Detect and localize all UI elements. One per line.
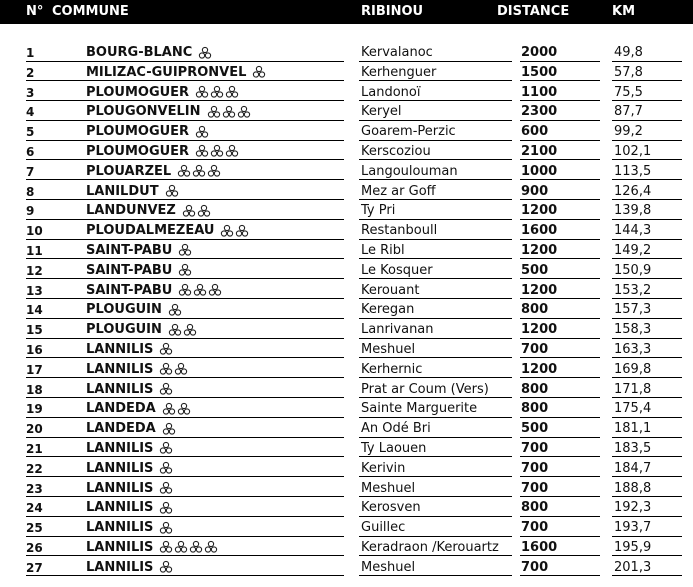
commune-cell — [86, 382, 173, 397]
distance-cell: 700 — [521, 520, 549, 536]
commune-name: PLOUGUIN — [86, 322, 162, 338]
distance-cell: 700 — [521, 480, 549, 496]
triskel-icon — [183, 323, 197, 337]
distance-cell: 1600 — [521, 223, 558, 239]
triskel-icon — [225, 144, 239, 158]
commune-name: LANNILIS — [86, 460, 154, 476]
row-underline — [26, 575, 344, 576]
triskel-icon — [207, 105, 221, 119]
triskel-icon — [195, 144, 209, 158]
table-row — [0, 299, 693, 319]
ribinou-cell: Le Ribl — [361, 242, 405, 258]
triskel-icon — [220, 224, 234, 238]
commune-name: LANNILIS — [86, 440, 154, 456]
ribinou-cell: Keradraon /Kerouartz — [361, 539, 499, 555]
ribinou-cell: Meshuel — [361, 480, 416, 496]
commune-name: PLOUMOGUER — [86, 143, 190, 159]
ribinou-cell: Kerivin — [361, 460, 406, 476]
ribinou-cell: An Odé Bri — [361, 421, 431, 437]
triskel-icon — [177, 402, 191, 416]
ribinou-cell: Kerscoziou — [361, 143, 431, 159]
ribinou-cell: Meshuel — [361, 559, 416, 575]
row-number: 8 — [26, 184, 35, 199]
km-cell: 163,3 — [614, 341, 652, 357]
triskel-icon — [189, 540, 203, 554]
km-cell: 171,8 — [614, 381, 652, 397]
difficulty-rating — [220, 224, 249, 238]
ribinou-cell: Keryel — [361, 104, 402, 120]
ribinou-cell: Ty Laouen — [361, 440, 427, 456]
commune-name: LANNILIS — [86, 341, 154, 357]
distance-cell: 800 — [521, 401, 549, 417]
distance-cell: 900 — [521, 183, 549, 199]
table-row — [0, 438, 693, 458]
triskel-icon — [159, 481, 173, 495]
row-number: 25 — [26, 521, 43, 536]
ribinou-cell: Ty Pri — [361, 203, 396, 219]
difficulty-rating — [252, 65, 266, 79]
commune-name: LANILDUT — [86, 183, 159, 199]
table-row — [0, 478, 693, 498]
header-km: KM — [612, 4, 636, 19]
commune-name: LANNILIS — [86, 480, 154, 496]
table-row — [0, 101, 693, 121]
km-cell: 144,3 — [614, 223, 652, 239]
triskel-icon — [225, 85, 239, 99]
distance-cell: 800 — [521, 500, 549, 516]
distance-cell: 800 — [521, 381, 549, 397]
commune-cell — [86, 500, 173, 515]
distance-cell: 500 — [521, 421, 549, 437]
difficulty-rating — [159, 521, 173, 535]
difficulty-rating — [159, 382, 173, 396]
row-number: 12 — [26, 263, 43, 278]
km-cell: 102,1 — [614, 143, 652, 159]
commune-name: PLOUGONVELIN — [86, 104, 201, 120]
distance-cell: 800 — [521, 302, 549, 318]
table-row — [0, 280, 693, 300]
km-cell: 87,7 — [614, 104, 643, 120]
row-number: 7 — [26, 164, 35, 179]
commune-name: LANDUNVEZ — [86, 203, 176, 219]
distance-cell: 500 — [521, 262, 549, 278]
distance-cell: 1200 — [521, 322, 558, 338]
table-row — [0, 418, 693, 438]
row-number: 11 — [26, 243, 43, 258]
difficulty-rating — [159, 481, 173, 495]
distance-cell: 700 — [521, 341, 549, 357]
commune-cell — [86, 520, 173, 535]
ribinou-cell: Goarem-Perzic — [361, 124, 456, 140]
row-number: 22 — [26, 461, 43, 476]
table-row — [0, 240, 693, 260]
row-number: 19 — [26, 402, 43, 417]
commune-name: LANNILIS — [86, 500, 154, 516]
row-number: 18 — [26, 382, 43, 397]
distance-cell: 1100 — [521, 84, 558, 100]
difficulty-rating — [159, 540, 218, 554]
difficulty-rating — [162, 422, 176, 436]
km-cell: 183,5 — [614, 440, 652, 456]
table-row — [0, 260, 693, 280]
commune-name: SAINT-PABU — [86, 282, 173, 298]
difficulty-rating — [159, 441, 173, 455]
triskel-icon — [192, 164, 206, 178]
triskel-icon — [162, 422, 176, 436]
km-cell: 169,8 — [614, 361, 652, 377]
difficulty-rating — [159, 461, 173, 475]
difficulty-rating — [207, 105, 251, 119]
ribinou-cell: Kerosven — [361, 500, 421, 516]
distance-cell: 1000 — [521, 163, 558, 179]
table-row — [0, 220, 693, 240]
difficulty-rating — [178, 283, 222, 297]
header-ribinou: RIBINOU — [361, 4, 424, 19]
ribinou-cell: Kerhenguer — [361, 64, 437, 80]
table-row — [0, 398, 693, 418]
difficulty-rating — [195, 144, 239, 158]
table-row — [0, 458, 693, 478]
distance-cell: 2000 — [521, 45, 558, 60]
triskel-icon — [237, 105, 251, 119]
table-row — [0, 359, 693, 379]
table-header — [0, 0, 693, 24]
km-cell: 75,5 — [614, 84, 643, 100]
row-number: 16 — [26, 342, 43, 357]
commune-name: LANDEDA — [86, 421, 156, 437]
commune-name: PLOUGUIN — [86, 302, 162, 318]
commune-cell — [86, 263, 192, 278]
km-cell: 126,4 — [614, 183, 652, 199]
commune-cell — [86, 124, 209, 139]
commune-name: SAINT-PABU — [86, 262, 173, 278]
commune-cell — [86, 322, 197, 337]
commune-cell — [86, 203, 211, 218]
distance-cell: 1600 — [521, 539, 558, 555]
row-number: 10 — [26, 224, 43, 239]
commune-cell — [86, 461, 173, 476]
commune-name: LANNILIS — [86, 559, 154, 575]
km-cell: 193,7 — [614, 520, 652, 536]
triskel-icon — [182, 204, 196, 218]
table-row — [0, 82, 693, 102]
triskel-icon — [222, 105, 236, 119]
row-number: 27 — [26, 560, 43, 575]
triskel-icon — [177, 164, 191, 178]
table-row — [0, 537, 693, 557]
row-number: 5 — [26, 125, 35, 140]
ribinou-cell: Prat ar Coum (Vers) — [361, 381, 489, 397]
table-body — [0, 42, 693, 577]
triskel-icon — [159, 560, 173, 574]
row-number: 9 — [26, 204, 35, 219]
triskel-icon — [207, 164, 221, 178]
km-cell: 158,3 — [614, 322, 652, 338]
table-row — [0, 62, 693, 82]
km-cell: 57,8 — [614, 64, 643, 80]
triskel-icon — [159, 382, 173, 396]
difficulty-rating — [195, 85, 239, 99]
difficulty-rating — [178, 243, 192, 257]
table-row — [0, 161, 693, 181]
commune-cell — [86, 283, 222, 298]
triskel-icon — [252, 65, 266, 79]
commune-cell — [86, 481, 173, 496]
difficulty-rating — [162, 402, 191, 416]
distance-cell: 2100 — [521, 143, 558, 159]
distance-cell: 700 — [521, 559, 549, 575]
distance-cell: 1200 — [521, 203, 558, 219]
commune-cell — [86, 540, 218, 555]
commune-cell — [86, 45, 212, 60]
triskel-icon — [159, 501, 173, 515]
header-no: N° — [26, 4, 44, 19]
table-row — [0, 141, 693, 161]
triskel-icon — [210, 85, 224, 99]
row-underline — [520, 575, 600, 576]
km-cell: 195,9 — [614, 539, 652, 555]
table-row — [0, 181, 693, 201]
row-number: 20 — [26, 422, 43, 437]
table-row — [0, 497, 693, 517]
row-number: 2 — [26, 65, 35, 80]
triskel-icon — [159, 540, 173, 554]
row-number: 23 — [26, 481, 43, 496]
difficulty-rating — [177, 164, 221, 178]
row-number: 24 — [26, 501, 43, 516]
distance-cell: 2300 — [521, 104, 558, 120]
row-number: 14 — [26, 303, 43, 318]
ribinou-cell: Kervalanoc — [361, 45, 433, 60]
triskel-icon — [174, 540, 188, 554]
km-cell: 192,3 — [614, 500, 652, 516]
ribinou-cell: Kerouant — [361, 282, 420, 298]
ribinou-cell: Le Kosquer — [361, 262, 433, 278]
row-number: 15 — [26, 323, 43, 338]
km-cell: 188,8 — [614, 480, 652, 496]
distance-cell: 700 — [521, 460, 549, 476]
commune-cell — [86, 421, 176, 436]
km-cell: 99,2 — [614, 124, 643, 140]
km-cell: 201,3 — [614, 559, 652, 575]
commune-cell — [86, 104, 251, 119]
commune-cell — [86, 560, 173, 575]
commune-name: LANNILIS — [86, 520, 154, 536]
triskel-icon — [159, 461, 173, 475]
distance-cell: 1500 — [521, 64, 558, 80]
triskel-icon — [165, 184, 179, 198]
distance-cell: 1200 — [521, 282, 558, 298]
difficulty-rating — [159, 362, 188, 376]
ribinou-cell: Lanrivanan — [361, 322, 434, 338]
row-number: 17 — [26, 362, 43, 377]
km-cell: 49,8 — [614, 45, 643, 60]
difficulty-rating — [182, 204, 211, 218]
commune-name: BOURG-BLANC — [86, 45, 193, 60]
difficulty-rating — [195, 125, 209, 139]
table-row — [0, 42, 693, 62]
table-row — [0, 557, 693, 577]
km-cell: 181,1 — [614, 421, 652, 437]
triskel-icon — [159, 521, 173, 535]
commune-cell — [86, 441, 173, 456]
table-row — [0, 339, 693, 359]
commune-name: SAINT-PABU — [86, 242, 173, 258]
triskel-icon — [193, 283, 207, 297]
triskel-icon — [195, 125, 209, 139]
ribinou-cell: Keregan — [361, 302, 415, 318]
triskel-icon — [195, 85, 209, 99]
km-cell: 113,5 — [614, 163, 652, 179]
commune-cell — [86, 65, 266, 80]
commune-cell — [86, 401, 191, 416]
commune-name: PLOUARZEL — [86, 163, 172, 179]
ribinou-cell: Meshuel — [361, 341, 416, 357]
table-row — [0, 517, 693, 537]
difficulty-rating — [165, 184, 179, 198]
triskel-icon — [159, 441, 173, 455]
row-number: 26 — [26, 540, 43, 555]
triskel-icon — [197, 204, 211, 218]
commune-cell — [86, 85, 239, 100]
header-distance: DISTANCE — [497, 4, 570, 19]
triskel-icon — [208, 283, 222, 297]
commune-name: LANNILIS — [86, 381, 154, 397]
triskel-icon — [174, 362, 188, 376]
ribinou-cell: Landonoï — [361, 84, 421, 100]
row-number: 13 — [26, 283, 43, 298]
ribinou-cell: Mez ar Goff — [361, 183, 436, 199]
commune-cell — [86, 302, 182, 317]
header-commune: COMMUNE — [52, 4, 129, 19]
row-underline — [612, 575, 682, 576]
commune-cell — [86, 243, 192, 258]
ribinou-cell: Sainte Marguerite — [361, 401, 478, 417]
table-row — [0, 379, 693, 399]
commune-name: LANNILIS — [86, 539, 154, 555]
difficulty-rating — [159, 501, 173, 515]
commune-name: LANDEDA — [86, 401, 156, 417]
ribinou-cell: Kerhernic — [361, 361, 423, 377]
ribinou-cell: Restanboull — [361, 223, 438, 239]
commune-cell — [86, 223, 249, 238]
difficulty-rating — [178, 263, 192, 277]
triskel-icon — [178, 263, 192, 277]
triskel-icon — [210, 144, 224, 158]
triskel-icon — [198, 46, 212, 60]
table-row — [0, 319, 693, 339]
commune-name: PLOUMOGUER — [86, 124, 190, 140]
triskel-icon — [204, 540, 218, 554]
difficulty-rating — [198, 46, 212, 60]
difficulty-rating — [168, 323, 197, 337]
row-underline — [359, 575, 512, 576]
commune-cell — [86, 144, 239, 159]
commune-cell — [86, 362, 188, 377]
triskel-icon — [178, 283, 192, 297]
triskel-icon — [235, 224, 249, 238]
distance-cell: 600 — [521, 124, 549, 140]
triskel-icon — [159, 362, 173, 376]
distance-cell: 700 — [521, 440, 549, 456]
triskel-icon — [162, 402, 176, 416]
ribinou-cell: Langoulouman — [361, 163, 458, 179]
km-cell: 157,3 — [614, 302, 652, 318]
table-row — [0, 200, 693, 220]
row-number: 1 — [26, 46, 35, 60]
ribinou-cell: Guillec — [361, 520, 406, 536]
triskel-icon — [178, 243, 192, 257]
commune-name: LANNILIS — [86, 361, 154, 377]
commune-name: MILIZAC-GUIPRONVEL — [86, 64, 247, 80]
km-cell: 149,2 — [614, 242, 652, 258]
row-number: 4 — [26, 105, 35, 120]
row-number: 6 — [26, 144, 35, 159]
triskel-icon — [168, 303, 182, 317]
commune-cell — [86, 164, 221, 179]
triskel-icon — [159, 342, 173, 356]
distance-cell: 1200 — [521, 242, 558, 258]
commune-name: PLOUMOGUER — [86, 84, 190, 100]
difficulty-rating — [168, 303, 182, 317]
difficulty-rating — [159, 342, 173, 356]
km-cell: 139,8 — [614, 203, 652, 219]
difficulty-rating — [159, 560, 173, 574]
row-number: 21 — [26, 441, 43, 456]
commune-cell — [86, 184, 179, 199]
km-cell: 184,7 — [614, 460, 652, 476]
triskel-icon — [168, 323, 182, 337]
km-cell: 150,9 — [614, 262, 652, 278]
row-number: 3 — [26, 85, 35, 100]
commune-name: PLOUDALMEZEAU — [86, 223, 215, 239]
km-cell: 153,2 — [614, 282, 652, 298]
table-row — [0, 121, 693, 141]
distance-cell: 1200 — [521, 361, 558, 377]
commune-cell — [86, 342, 173, 357]
km-cell: 175,4 — [614, 401, 652, 417]
